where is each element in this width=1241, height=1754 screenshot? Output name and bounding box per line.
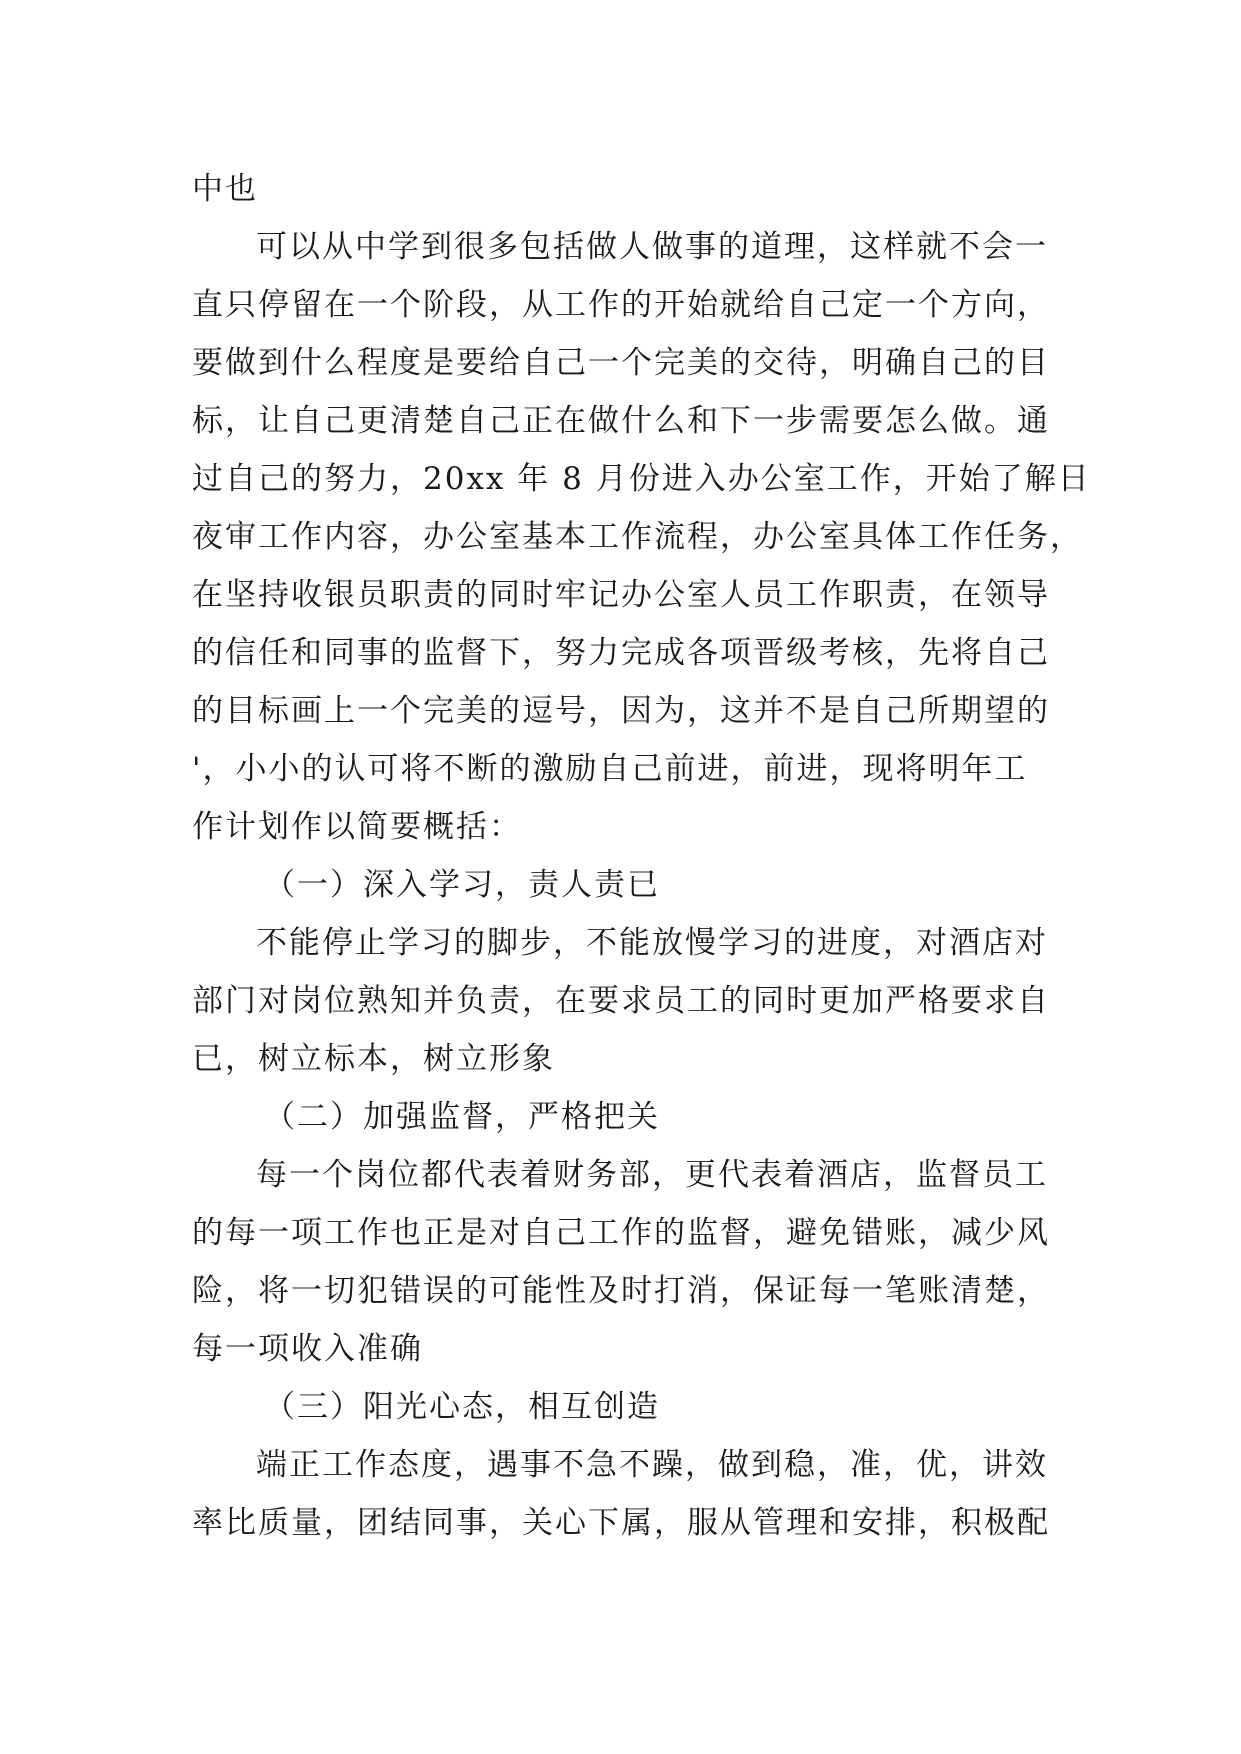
paragraph-line: 过自己的努力，20xx 年 8 月份进入办公室工作，开始了解日 (192, 461, 1091, 497)
paragraph-line: 端正工作态度，遇事不急不躁，做到稳，准，优，讲效 (256, 1447, 1048, 1483)
section-heading: （三）阳光心态，相互创造 (264, 1389, 660, 1425)
paragraph-line: 的目标画上一个完美的逗号，因为，这并不是自己所期望的 (192, 693, 1050, 729)
paragraph-line: 作计划作以简要概括： (192, 809, 522, 845)
paragraph-line: 的每一项工作也正是对自己工作的监督，避免错账，减少风 (192, 1215, 1050, 1251)
paragraph-line: 不能停止学习的脚步，不能放慢学习的进度，对酒店对 (256, 925, 1048, 961)
document-body (192, 160, 1091, 1552)
paragraph-line: 要做到什么程度是要给自己一个完美的交待，明确自己的目 (192, 345, 1050, 381)
section-heading: （二）加强监督，严格把关 (264, 1099, 660, 1135)
paragraph-line: 率比质量，团结同事，关心下属，服从管理和安排，积极配 (192, 1505, 1050, 1541)
paragraph-line: 每一项收入准确 (192, 1331, 423, 1367)
paragraph-line: 标，让自己更清楚自己正在做什么和下一步需要怎么做。通 (192, 403, 1050, 439)
paragraph-line: 直只停留在一个阶段，从工作的开始就给自己定一个方向， (192, 287, 1050, 323)
paragraph-line: 中也 (192, 171, 258, 207)
paragraph-line: 在坚持收银员职责的同时牢记办公室人员工作职责，在领导 (192, 577, 1050, 613)
paragraph-line: 部门对岗位熟知并负责，在要求员工的同时更加严格要求自 (192, 983, 1050, 1019)
paragraph-line: 的信任和同事的监督下，努力完成各项晋级考核，先将自己 (192, 635, 1050, 671)
paragraph-line: '，小小的认可将不断的激励自己前进，前进，现将明年工 (192, 751, 1028, 787)
paragraph-line: 夜审工作内容，办公室基本工作流程，办公室具体工作任务， (192, 519, 1083, 555)
paragraph-line: 每一个岗位都代表着财务部，更代表着酒店，监督员工 (256, 1157, 1048, 1193)
paragraph-line: 可以从中学到很多包括做人做事的道理，这样就不会一 (256, 229, 1048, 265)
paragraph-line: 已，树立标本，树立形象 (192, 1041, 555, 1077)
section-heading: （一）深入学习，责人责已 (264, 867, 660, 903)
paragraph-line: 险，将一切犯错误的可能性及时打消，保证每一笔账清楚， (192, 1273, 1050, 1309)
